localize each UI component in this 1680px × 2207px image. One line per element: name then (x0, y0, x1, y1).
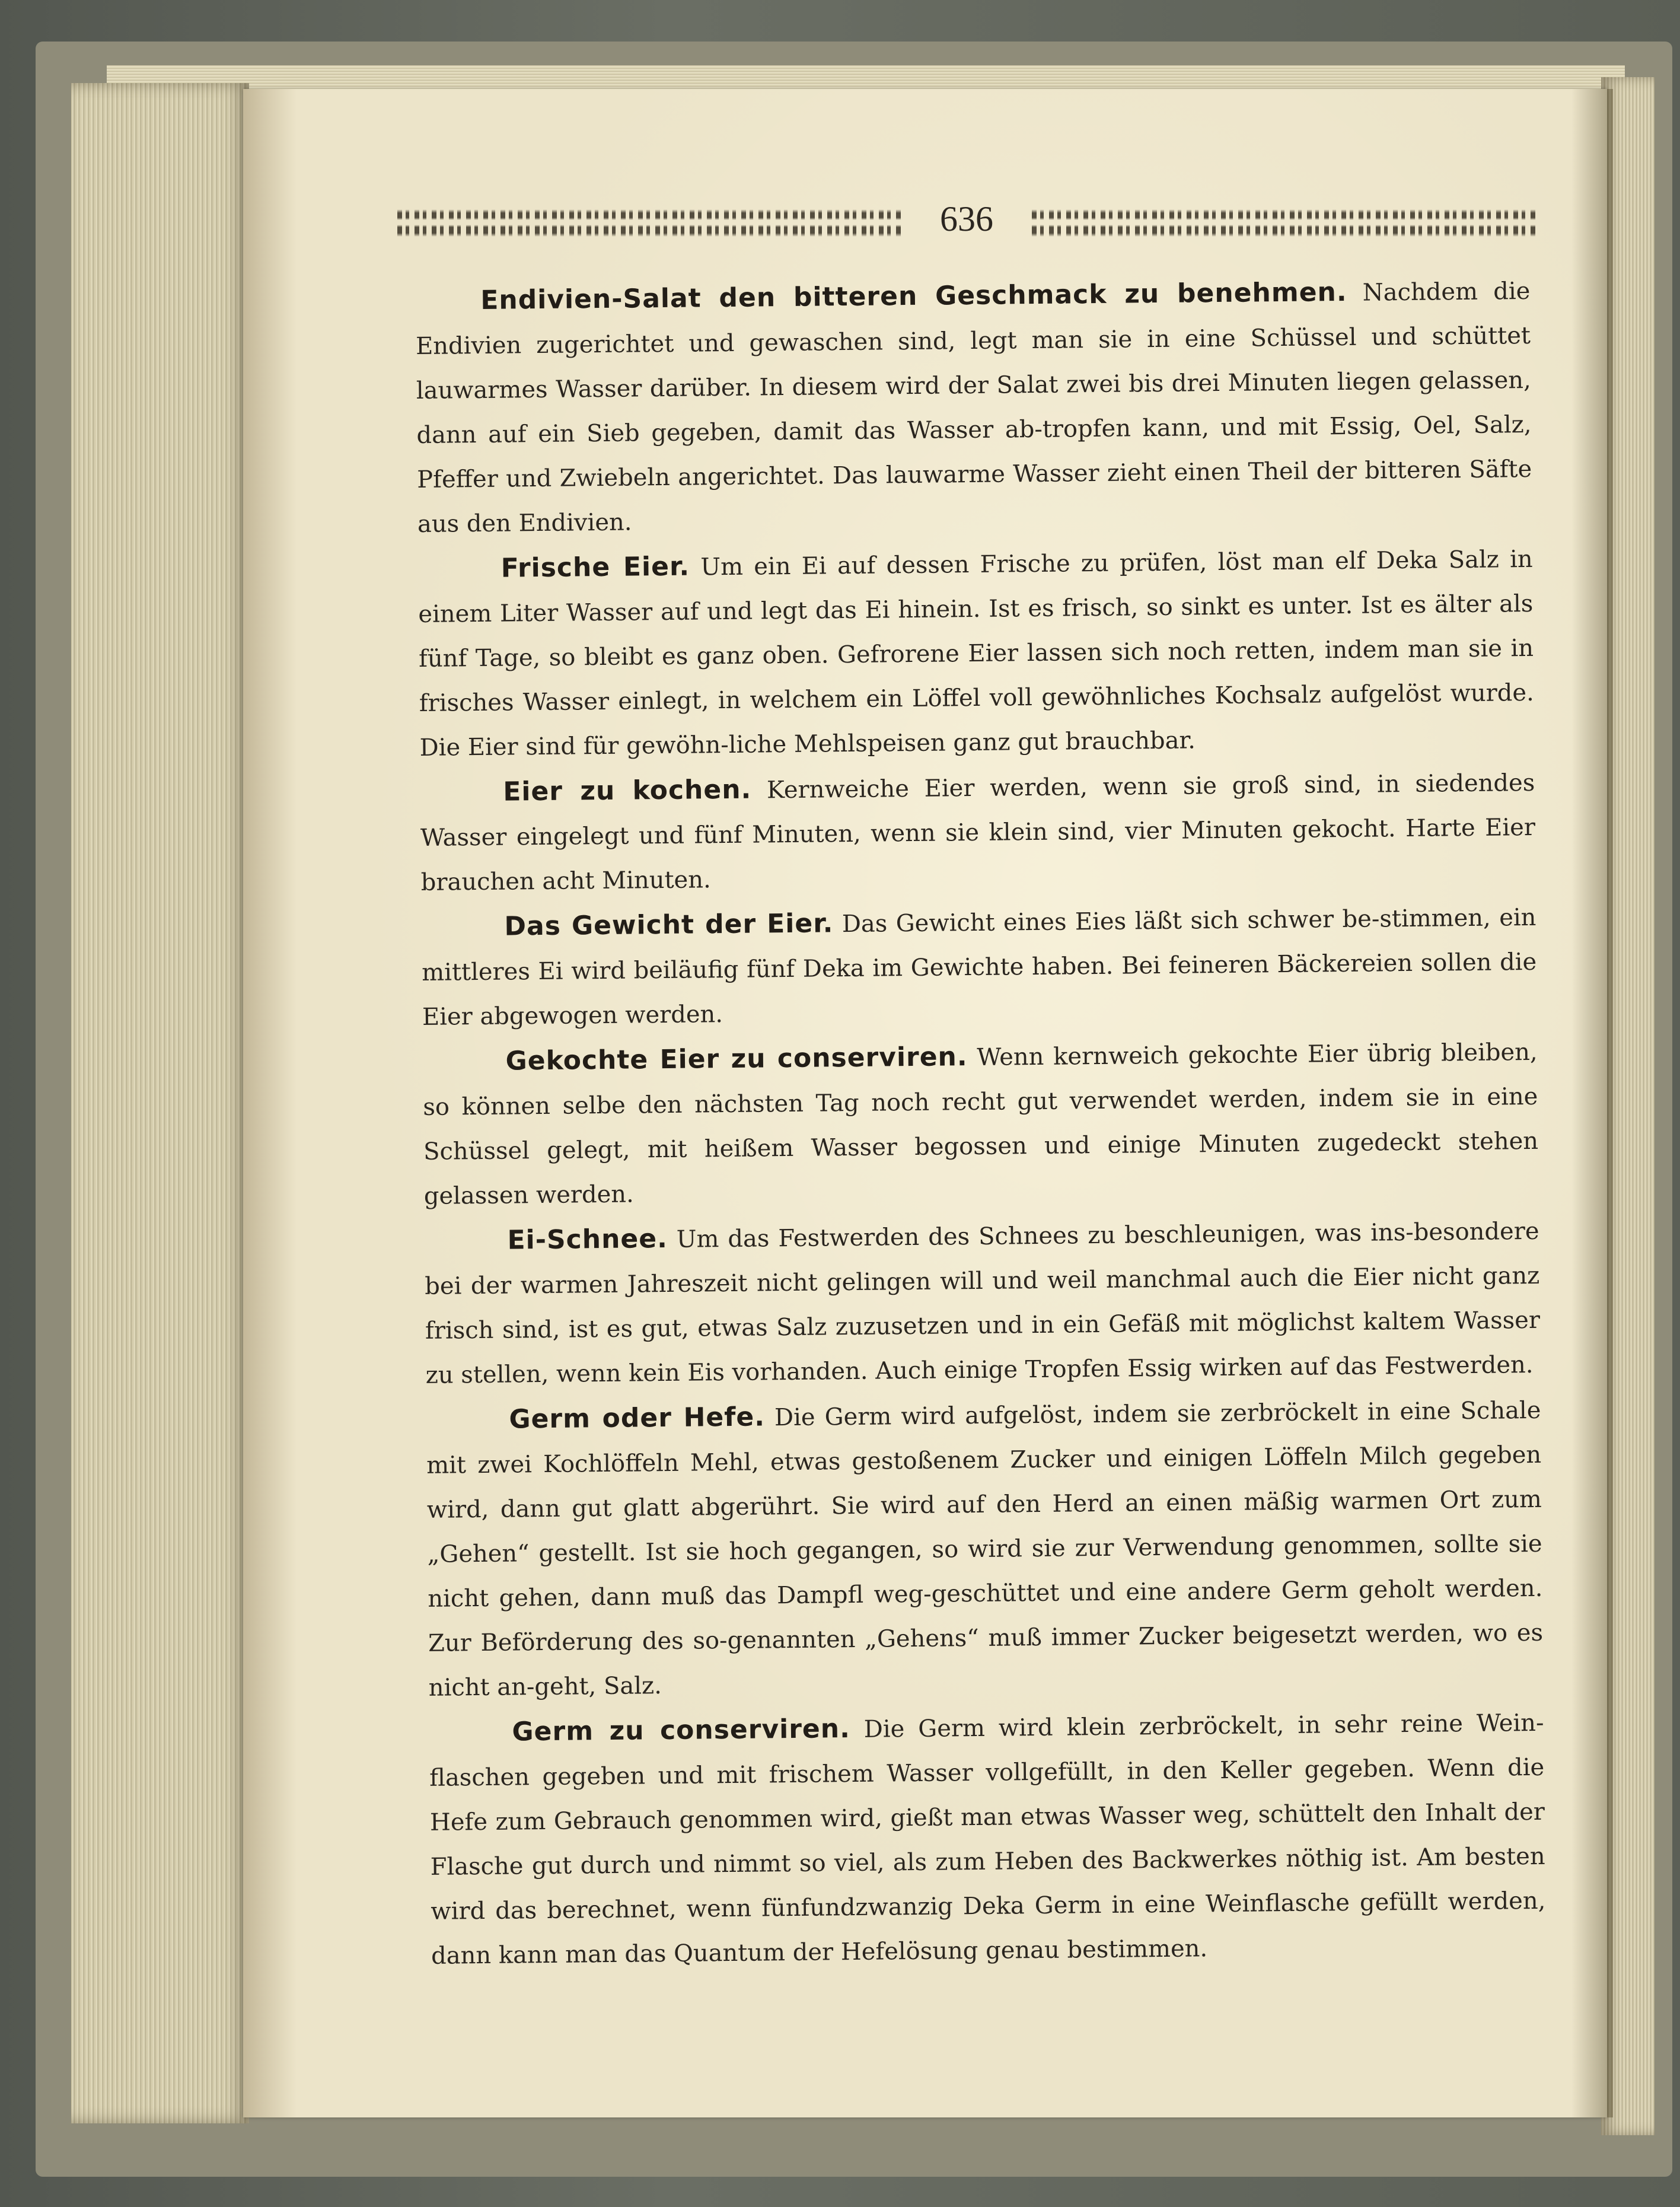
section-germ-conserviren (429, 1700, 1546, 1979)
section-text: Wenn kernweich gekochte Eier übrig bleiben, so können selbe den nächsten Tag noch recht gut verwendet werden, indem sie in eine Schüssel gelegt, mit heißem Wasser begossen und einige Minuten zugedeckt stehen gelassen werden. (423, 1038, 1539, 1210)
section-frische-eier (417, 536, 1535, 770)
gutter-shadow (1571, 89, 1613, 2117)
page-edges-top (107, 65, 1625, 89)
section-gekochte-eier (422, 1029, 1539, 1219)
section-text: Um ein Ei auf dessen Frische zu prüfen, löst man elf Deka Salz in einem Liter Wasser auf und legt das Ei hinein. Ist es frisch, so sinkt es unter. Ist es älter als fünf Tage, so bleibt es ganz oben. Gefrorene Eier lassen sich noch retten, indem man sie in frisches Wasser einlegt, in welchem ein Löffel voll gewöhnliches Kochsalz aufgelöst wurde. Die Eier sind für gewöhn-liche Mehlspeisen ganz gut brauchbar. (418, 545, 1535, 762)
section-heading: Ei-Schnee. (507, 1223, 668, 1256)
section-heading: Endivien-Salat den bitteren Geschmack zu benehmen. (480, 276, 1347, 316)
page-number: 636 (940, 199, 993, 238)
section-heading: Germ zu conserviren. (512, 1714, 851, 1747)
section-ei-schnee (424, 1208, 1541, 1398)
page-header (397, 199, 1524, 246)
page-edges-left (71, 83, 249, 2123)
section-text: Nachdem die Endivien zugerichtet und gewaschen sind, legt man sie in eine Schüssel und schüttet lauwarmes Wasser darüber. In diesem wird der Salat zwei bis drei Minuten liegen gelassen, dann auf ein Sieb gegeben, damit das Wasser ab-tropfen kann, und mit Essig, Oel, Salz, Pfeffer und Zwiebeln angerichtet. Das lauwarme Wasser zieht einen Theil der bitteren Säfte aus den Endivien. (415, 277, 1532, 538)
recipe-text (415, 268, 1546, 1979)
section-endivien-salat (415, 268, 1532, 547)
section-heading: Eier zu kochen. (503, 774, 752, 807)
section-text: Kernweiche Eier werden, wenn sie groß sind, in siedendes Wasser eingelegt und fünf Minuten, wenn sie klein sind, vier Minuten gekocht. Harte Eier brauchen acht Minuten. (420, 769, 1536, 896)
section-text: Um das Festwerden des Schnees zu beschleunigen, was ins-besondere bei der warmen Jahreszeit nicht gelingen will und weil manchmal auch die Eier nicht ganz frisch sind, ist es gut, etwas Salz zuzusetzen und in ein Gefäß mit möglichst kaltem Wasser zu stellen, wenn kein Eis vorhanden. Auch einige Tropfen Essig wirken auf das Festwerden. (425, 1217, 1541, 1389)
header-ornament-left (397, 209, 901, 237)
section-eier-kochen (420, 760, 1536, 905)
section-text: Die Germ wird klein zerbröckelt, in sehr reine Wein-flaschen gegeben und mit frischem Wasser vollgefüllt, in den Keller gegeben. Wenn die Hefe zum Gebrauch genommen wird, gießt man etwas Wasser weg, schüttelt den Inhalt der Flasche gut durch und nimmt so viel, als zum Heben des Backwerkes nöthig ist. Am besten wird das berechnet, wenn fünfundzwanzig Deka Germ in eine Weinflasche gefüllt werden, dann kann man das Quantum der Hefelösung genau bestimmen. (429, 1709, 1546, 1970)
section-heading: Gekochte Eier zu conserviren. (505, 1042, 968, 1077)
section-heading: Das Gewicht der Eier. (504, 908, 834, 942)
section-text: Die Germ wird aufgelöst, indem sie zerbröckelt in eine Schale mit zwei Kochlöffeln Mehl, etwas gestoßenem Zucker und einigen Löffeln Milch gegeben wird, dann gut glatt abgerührt. Sie wird auf den Herd an einen mäßig warmen Ort zum „Gehen“ gestellt. Ist sie hoch gegangen, so wird sie zur Verwendung genommen, sollte sie nicht gehen, dann muß das Dampfl weg-geschüttet und eine andere Germ geholt werden. Zur Beförderung des so-genannten „Gehens“ muß immer Zucker beigesetzt werden, wo es nicht an-geht, Salz. (426, 1396, 1544, 1702)
section-heading: Frische Eier. (501, 551, 690, 584)
section-germ-hefe (426, 1387, 1544, 1711)
section-text: Das Gewicht eines Eies läßt sich schwer be-stimmen, ein mittleres Ei wird beiläufig fünf Deka im Gewichte haben. Bei feineren Bäckereien sollen die Eier abgewogen werden. (422, 903, 1537, 1031)
section-gewicht-eier (421, 894, 1537, 1040)
header-ornament-right (1032, 209, 1536, 237)
section-heading: Germ oder Hefe. (509, 1402, 766, 1435)
